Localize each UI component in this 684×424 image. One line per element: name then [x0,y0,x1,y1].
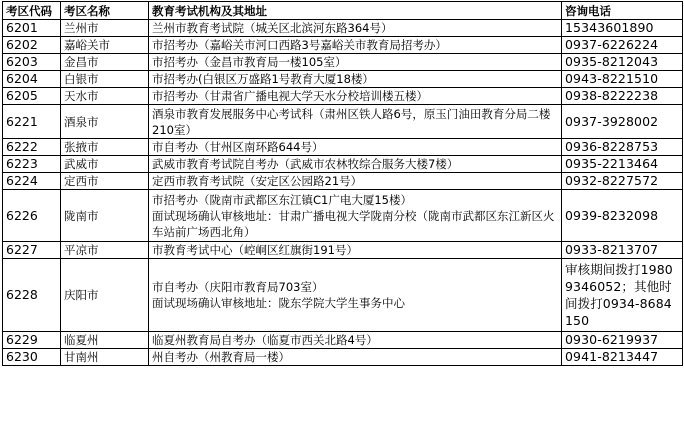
phone-line: 0936-8228753 [565,139,659,154]
org-line: 市自考办（庆阳市教育局703室） [152,280,324,294]
table-row [3,190,683,242]
cell-org-address [149,173,562,190]
table-row [3,156,683,173]
cell-code: 6223 [3,156,61,173]
cell-code: 6203 [3,54,61,71]
cell-region-name: 张掖市 [61,139,149,156]
table-row [3,88,683,105]
header-name: 考区名称 [61,2,149,20]
cell-code: 6226 [3,190,61,242]
cell-org-address [149,242,562,259]
table-row [3,242,683,259]
header-code: 考区代码 [3,2,61,20]
cell-code: 6230 [3,349,61,366]
cell-phone [562,105,683,139]
cell-org-address [149,349,562,366]
cell-code: 6228 [3,259,61,332]
cell-phone [562,242,683,259]
cell-region-name: 酒泉市 [61,105,149,139]
cell-org-address [149,71,562,88]
cell-code: 6227 [3,242,61,259]
org-line: 市招考办（陇南市武都区东江镇C1广电大厦15楼） [152,192,412,207]
cell-code: 6205 [3,88,61,105]
cell-region-name: 定西市 [61,173,149,190]
cell-org-address [149,105,562,139]
cell-code: 6224 [3,173,61,190]
cell-org-address [149,37,562,54]
table-row [3,349,683,366]
org-line: 市招考办（嘉峪关市河口西路3号嘉峪关市教育局招考办） [152,38,447,52]
table-row [3,37,683,54]
cell-org-address [149,54,562,71]
cell-phone [562,54,683,71]
org-line: 酒泉市教育发展服务中心考试科（肃州区铁人路6号，原玉门油田教育分局二楼210室） [152,106,551,137]
phone-line: 0938-8222238 [565,88,659,103]
cell-region-name: 武威市 [61,156,149,173]
org-line: 武威市教育考试院自考办（武威市农林牧综合服务大楼7楼） [152,157,459,171]
org-line: 市教育考试中心（崆峒区红旗街191号） [152,243,358,257]
cell-phone [562,332,683,349]
cell-code: 6222 [3,139,61,156]
cell-code: 6204 [3,71,61,88]
cell-phone [562,37,683,54]
phone-line: 15343601890 [565,20,654,35]
cell-phone [562,190,683,242]
org-line: 市自考办（甘州区南环路644号） [152,140,324,154]
table-header-row [3,2,683,20]
cell-phone [562,156,683,173]
cell-phone [562,259,683,332]
header-org: 教育考试机构及其地址 [149,2,562,20]
cell-code: 6201 [3,20,61,37]
phone-line: 0943-8221510 [565,71,659,86]
cell-code: 6221 [3,105,61,139]
phone-line: 0939-8232098 [565,207,659,223]
cell-region-name: 嘉峪关市 [61,37,149,54]
exam-office-table [2,1,683,366]
table-row [3,105,683,139]
cell-phone [562,71,683,88]
cell-region-name: 白银市 [61,71,149,88]
phone-line: 0935-2213464 [565,156,659,171]
cell-org-address [149,20,562,37]
cell-region-name: 平凉市 [61,242,149,259]
cell-phone [562,349,683,366]
cell-phone [562,20,683,37]
header-phone: 咨询电话 [562,2,683,20]
cell-phone [562,139,683,156]
cell-code: 6229 [3,332,61,349]
phone-line: 0937-3928002 [565,113,659,129]
cell-region-name: 临夏州 [61,332,149,349]
org-line: 市招考办(白银区万盛路1号教育大厦18楼） [152,72,374,86]
table-row [3,259,683,332]
cell-phone [562,173,683,190]
cell-region-name: 兰州市 [61,20,149,37]
phone-line: 0932-8227572 [565,173,659,188]
cell-org-address [149,156,562,173]
cell-org-address [149,332,562,349]
org-line: 定西市教育考试院（安定区公园路21号） [152,174,363,188]
phone-line: 0933-8213707 [565,242,659,257]
table-row [3,332,683,349]
table-row [3,71,683,88]
org-line: 临夏州教育局自考办（临夏市西关北路4号） [152,333,378,347]
cell-region-name: 庆阳市 [61,259,149,332]
cell-phone [562,88,683,105]
org-line: 兰州市教育考试院（城关区北滨河东路364号） [152,21,393,35]
org-line: 州自考办（州教育局一楼） [152,350,290,364]
phone-line: 0930-6219937 [565,332,659,347]
cell-region-name: 陇南市 [61,190,149,242]
phone-line: 0941-8213447 [565,349,659,364]
org-line: 面试现场确认审核地址：陇东学院大学生事务中心 [152,296,405,310]
cell-org-address [149,88,562,105]
phone-line: 0937-6226224 [565,37,659,52]
cell-org-address [149,259,562,332]
cell-code: 6202 [3,37,61,54]
org-line: 市招考办（甘肃省广播电视大学天水分校培训楼五楼） [152,89,428,103]
org-line: 面试现场确认审核地址：甘肃广播电视大学陇南分校（陇南市武都区东江新区火车站前广场西北角） [152,208,555,239]
cell-org-address [149,190,562,242]
phone-line: 审核期间拨打19809346052；其他时间拨打0934-8684150 [565,262,673,328]
table-row [3,173,683,190]
cell-region-name: 金昌市 [61,54,149,71]
table-row [3,139,683,156]
phone-line: 0935-8212043 [565,54,659,69]
cell-org-address [149,139,562,156]
org-line: 市招考办（金昌市教育局一楼105室） [152,55,347,69]
cell-region-name: 甘南州 [61,349,149,366]
table-row [3,54,683,71]
cell-region-name: 天水市 [61,88,149,105]
table-row [3,20,683,37]
